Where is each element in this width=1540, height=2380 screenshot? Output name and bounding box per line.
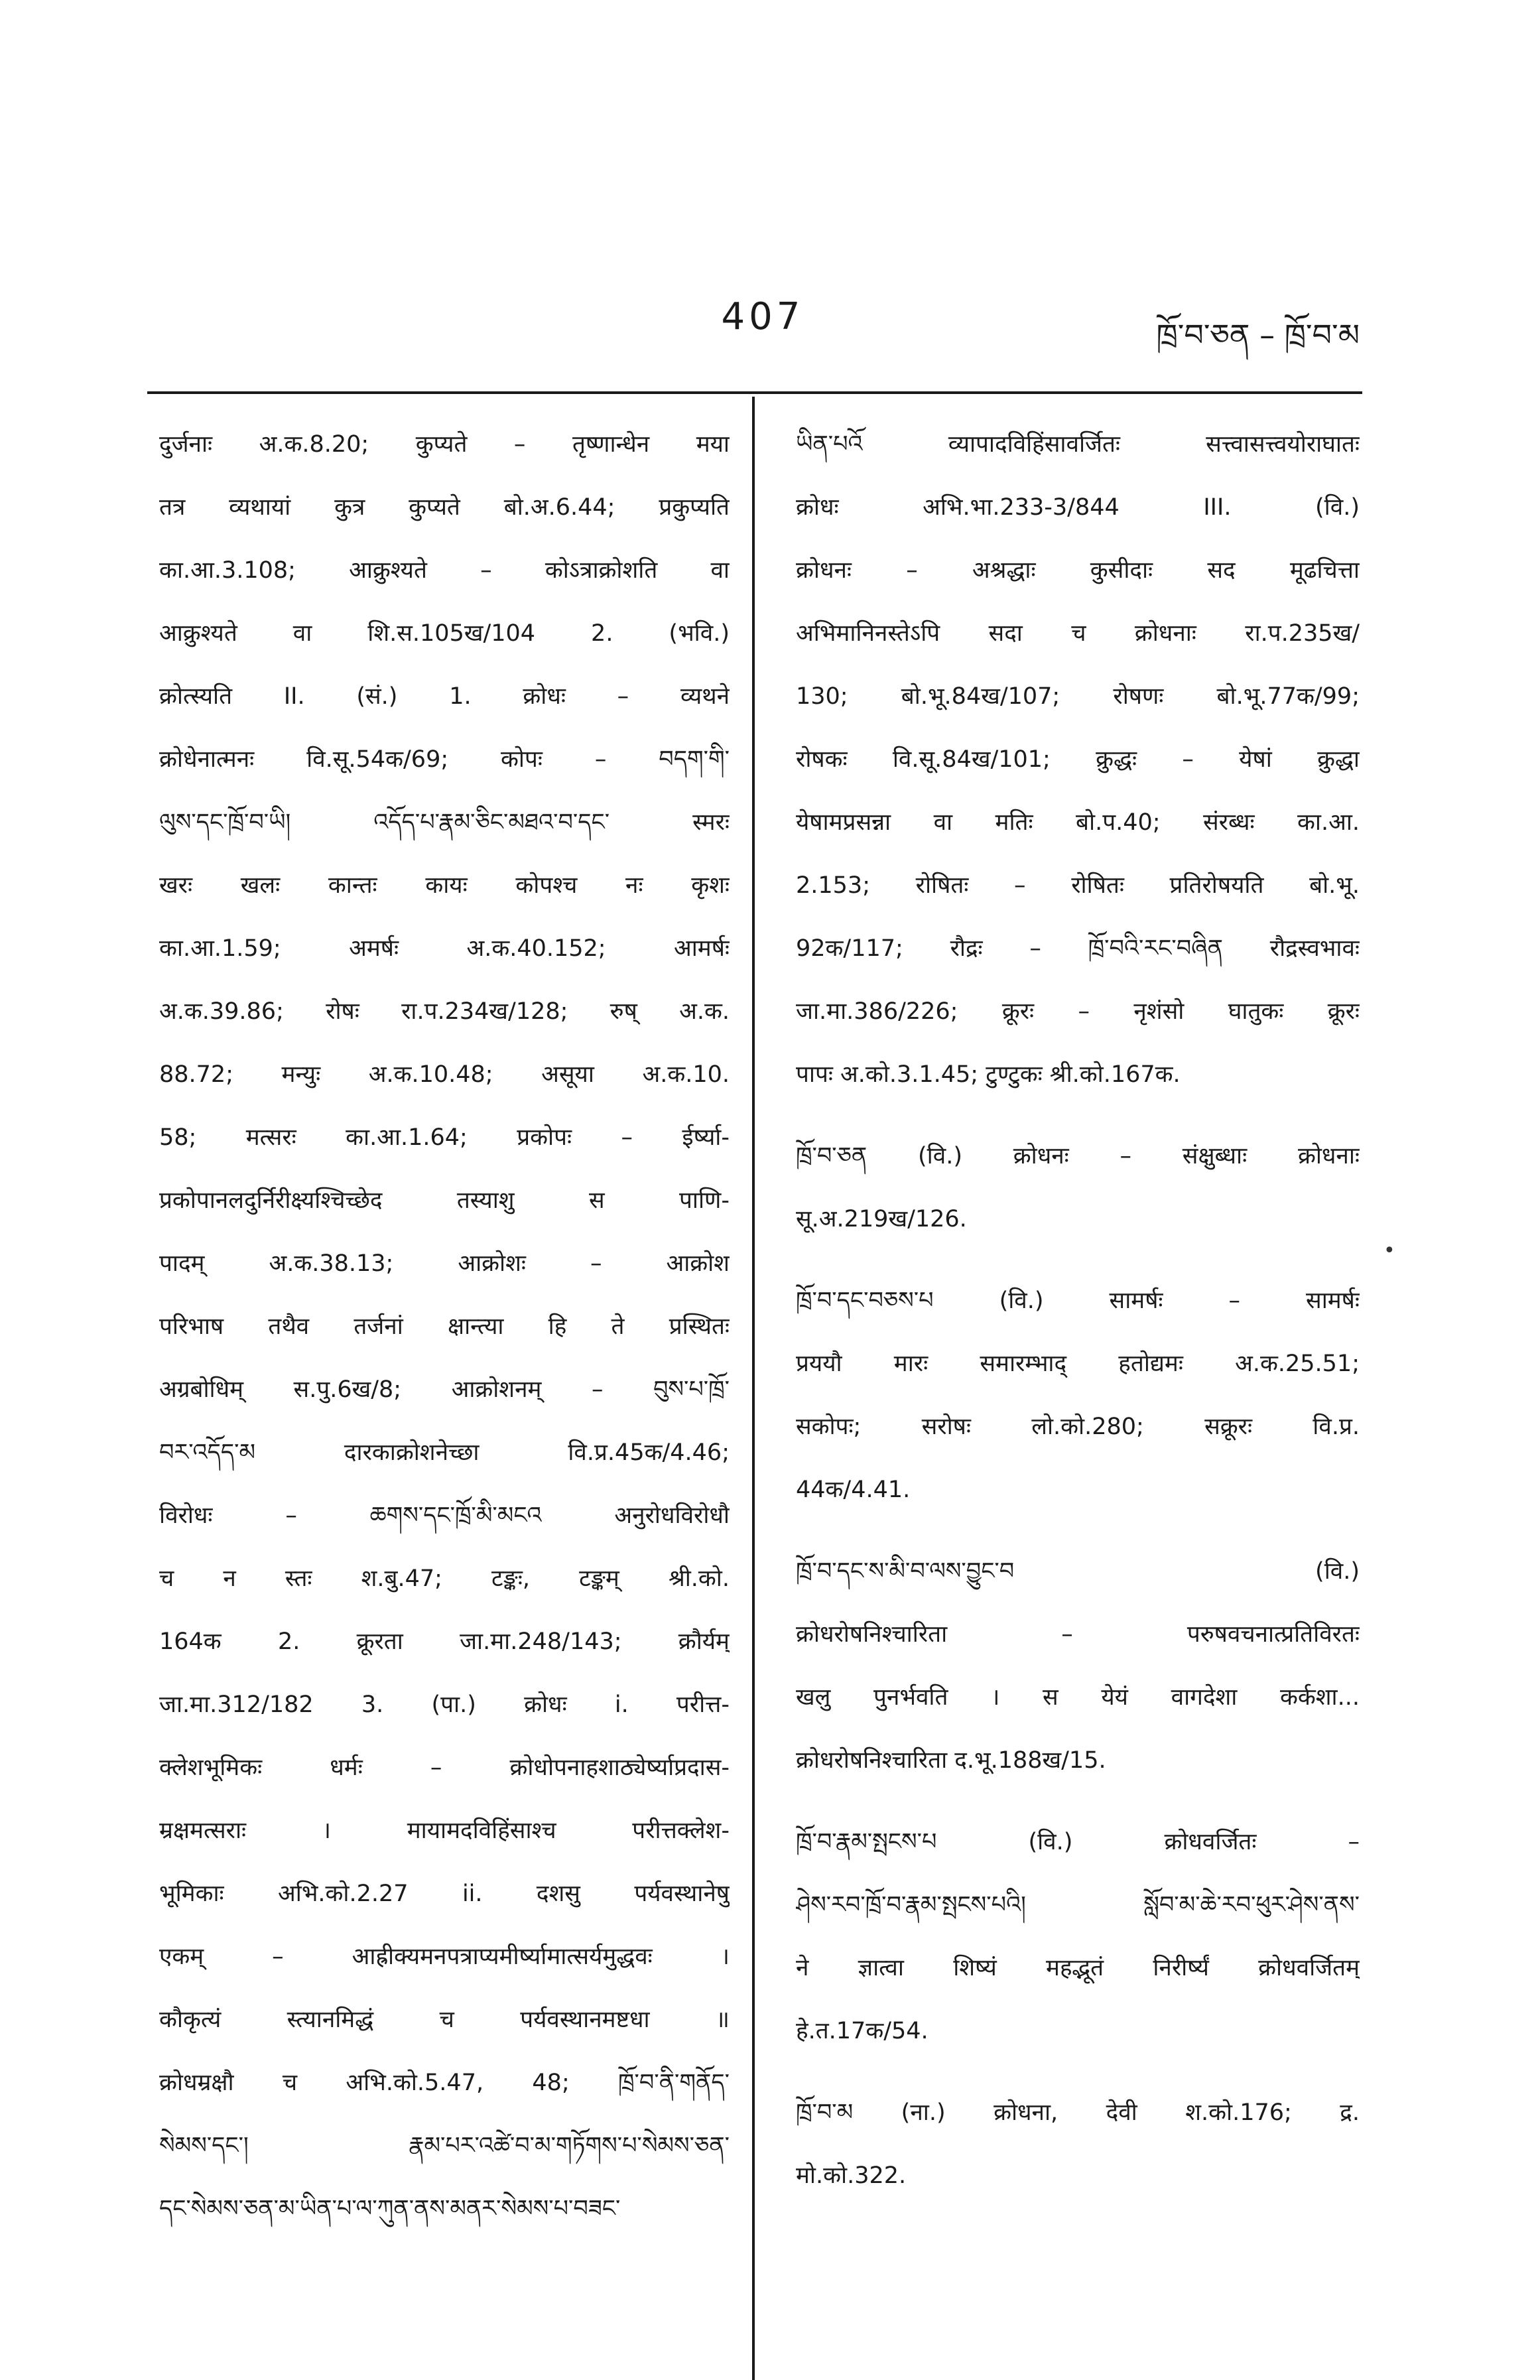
left-line: क्रोत्स्यति II. (सं.) 1. क्रोधः – व्यथने [159,683,730,710]
left-line: 88.72; मन्युः अ.क.10.48; असूया अ.क.10. [159,1061,730,1088]
right-column [796,425,1360,2219]
left-line: दुर्जनाः अ.क.8.20; कुप्यते – तृष्णान्धेन मया [159,431,730,458]
left-line: पादम् अ.क.38.13; आक्रोशः – आक्रोश [159,1250,730,1277]
left-line: जा.मा.312/182 3. (पा.) क्रोधः i. परीत्त- [159,1691,730,1718]
left-line: तत्र व्यथायां कुत्र कुप्यते बो.अ.6.44; प्रकुप्यति [159,494,730,521]
right-line: पापः अ.को.3.1.45; टुण्टुकः श्री.को.167क. [796,1061,1181,1088]
left-line: क्रोधेनात्मनः वि.सू.54क/69; कोपः – བདག་གི་ [159,746,730,773]
right-line: क्रोधः अभि.भा.233-3/844 III. (वि.) [796,494,1360,521]
right-line: हे.त.17क/54. [796,2018,929,2044]
left-line: एकम् – आह्रीक्यमनपत्राप्यमीर्ष्यामात्सर्यमुद्धवः । [159,1944,730,1970]
left-line: परिभाष तथैव तर्जनां क्षान्त्या हि ते प्रस्थितः [159,1313,730,1340]
right-line: रोषकः वि.सू.84ख/101; क्रुद्धः – येषां क्रुद्धा [796,746,1360,773]
right-line: 92क/117; रौद्रः – ཁྲོ་བའི་རང་བཞིན रौद्रस्वभावः [796,935,1360,962]
left-line: खरः खलः कान्तः कायः कोपश्च नः कृशः [159,872,730,899]
left-line: च न स्तः श.बु.47; टङ्कः, टङ्कम् श्री.को. [159,1565,730,1592]
left-line: 58; मत्सरः का.आ.1.64; प्रकोपः – ईर्ष्या- [159,1124,730,1151]
right-line: सू.अ.219ख/126. [796,1206,967,1232]
left-line: क्रोधम्रक्षौ च अभि.को.5.47, 48; ཁྲོ་བ་ནི་གནོད་ [159,2070,730,2096]
right-line: 2.153; रोषितः – रोषितः प्रतिरोषयति बो.भू. [796,872,1360,899]
left-line: སེམས་དང་། རྣམ་པར་འཚེ་བ་མ་གཏོགས་པ་སེམས་ཅན་ [159,2133,730,2159]
right-line: ཡིན་པའོ व्यापादविहिंसावर्जितः सत्त्वासत्त्वयोराघातः [796,431,1360,458]
right-line: ཤེས་རབ་ཁྲོ་བ་རྣམ་སྤངས་པའི། སློབ་མ་ཆེ་རབ་ཕུར་ཤེས་ནས་ [796,1892,1360,1918]
left-line: कौकृत्यं स्त्यानमिद्धं च पर्यवस्थानमष्टधा ॥ [159,2007,730,2033]
right-line: ने ज्ञात्वा शिष्यं महद्भूतं निरीर्ष्यं क्रोधवर्जितम् [796,1955,1360,1981]
header-rule [147,391,1362,394]
left-line: विरोधः – ཆགས་དང་ཁྲོ་མི་མངའ अनुरोधविरोधौ [159,1502,730,1529]
left-line: དང་སེམས་ཅན་མ་ཡིན་པ་ལ་ཀུན་ནས་མནར་སེམས་པ་བཟང་ [159,2196,621,2222]
right-line: अभिमानिनस्तेऽपि सदा च क्रोधनाः रा.प.235ख/ [796,620,1360,647]
right-line: 130; बो.भू.84ख/107; रोषणः बो.भू.77क/99; [796,683,1360,710]
left-line: अग्रबोधिम् स.पु.6ख/8; आक्रोशनम् – བུས་པ་ཁྲོ་ [159,1376,730,1403]
column-divider [752,397,755,2380]
left-line: བར་འདོད་མ दारकाक्रोशनेच्छा वि.प्र.45क/4.46; [159,1439,730,1466]
left-line: अ.क.39.86; रोषः रा.प.234ख/128; रुष् अ.क. [159,998,730,1025]
right-line: येषामप्रसन्ना वा मतिः बो.प.40; संरब्धः का.आ. [796,809,1360,836]
left-line: भूमिकाः अभि.को.2.27 ii. दशसु पर्यवस्थानेषु [159,1881,730,1907]
right-line: जा.मा.386/226; क्रूरः – नृशंसो घातुकः क्रूरः [796,998,1360,1025]
entry-headword-line: ཁྲོ་བ་དང་ས་མི་བ་ལས་བྱུང་བ (वि.) [796,1558,1360,1585]
entry-headword-line: ཁྲོ་བ་རྣམ་སྤངས་པ (वि.) क्रोधवर्जितः – [796,1829,1360,1855]
left-line: आक्रुश्यते वा शि.स.105ख/104 2. (भवि.) [159,620,730,647]
right-line: क्रोधरोषनिश्चारिता द.भू.188ख/15. [796,1747,1106,1774]
left-line: प्रकोपानलदुर्निरीक्ष्यश्चिच्छेद तस्याशु स पाणि- [159,1187,730,1214]
right-line: 44क/4.41. [796,1477,911,1503]
left-line: का.आ.3.108; आक्रुश्यते – कोऽत्राक्रोशति वा [159,557,730,584]
left-line: 164क 2. क्रूरता जा.मा.248/143; क्रौर्यम् [159,1628,730,1655]
left-line: ལུས་དང་ཁྲོ་བ་ཡི། འདོད་པ་རྣམ་ཅིང་མཐའ་བ་དང་ स्मरः [159,809,730,836]
entry-headword-line: ཁྲོ་བ་ཅན (वि.) क्रोधनः – संक्षुब्धाः क्रोधनाः [796,1143,1360,1169]
entry-headword-line: ཁྲོ་བ་མ (ना.) क्रोधना, देवी श.को.176; द्र. [796,2099,1360,2126]
right-line: प्रययौ मारः समारम्भाद् हतोद्यमः अ.क.25.51; [796,1351,1360,1377]
left-line: म्रक्षमत्सराः । मायामदविहिंसाश्च परीत्तक्लेश- [159,1818,730,1844]
right-line: खलु पुनर्भवति । स येयं वागदेशा कर्कशा... [796,1684,1360,1711]
left-line: का.आ.1.59; अमर्षः अ.क.40.152; आमर्षः [159,935,730,962]
right-line: क्रोधरोषनिश्चारिता – परुषवचनात्प्रतिविरतः [796,1621,1360,1648]
left-line: क्लेशभूमिकः धर्मः – क्रोधोपनाहशाठ्येर्ष्याप्रदास- [159,1754,730,1781]
right-line: सकोपः; सरोषः लो.को.280; सक्रूरः वि.प्र. [796,1414,1360,1440]
running-head: ཁྲོ་བ་ཅན – ཁྲོ་བ་མ [1156,317,1360,353]
page-number: 407 [721,295,804,338]
entry-headword-line: ཁྲོ་བ་དང་བཅས་པ (वि.) सामर्षः – सामर्षः [796,1288,1360,1314]
stray-mark: • [1383,1239,1395,1262]
left-column [159,425,730,2252]
right-line: क्रोधनः – अश्रद्धाः कुसीदाः सद मूढचित्ता [796,557,1360,584]
right-line: मो.को.322. [796,2162,907,2189]
